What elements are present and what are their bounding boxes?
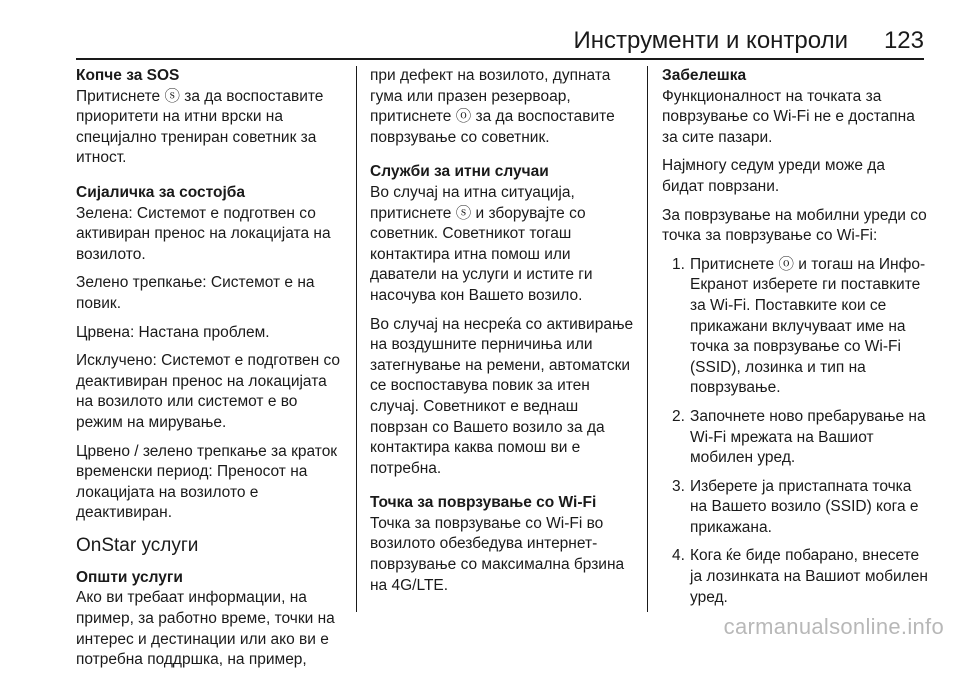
status-redgreen-paragraph: Црвено / зелено трепкање за краток временски период: Преносот на локацијата на возилото е деактивиран.: [76, 442, 338, 522]
general-services-paragraph: Ако ви требаат информации, на пример, за работно време, точки на интерес и дестинации или ако ви е потребна поддршка, на пример,: [76, 589, 335, 669]
list-item: [662, 477, 928, 539]
column-3: [662, 66, 928, 616]
note-paragraph: Функционалност на точката за поврзување со Wi-Fi не е достапна за сите пазари.: [662, 87, 915, 146]
list-item: [662, 255, 928, 399]
sos-paragraph: Притиснете ⓢ за да воспоставите приоритети на итни врски на специјално трениран советник за итност.: [76, 87, 324, 167]
step-number: 1.: [672, 255, 685, 273]
emergency-services-heading: Служби за итни случаи: [370, 163, 549, 181]
status-light-heading: Сијаличка за состојба: [76, 183, 245, 201]
airbag-paragraph: Во случај на несреќа со активирање на воздушните перничиња или затегнување на ремени, автоматски се воспоставува повик за итен случај. Советникот е веднаш поврзан со Вашето возило за да контактира каква помош ви е потребна.: [370, 315, 634, 477]
max-devices-paragraph: Најмногу седум уреди може да бидат поврзани.: [662, 157, 885, 195]
onstar-services-heading: OnStar услуги: [76, 534, 199, 556]
wifi-hotspot-paragraph: Точка за поврзување со Wi-Fi во возилото обезбедува интернет-поврзување со максимална брзина на 4G/LTE.: [370, 514, 625, 594]
step-text: Кога ќе биде побарано, внесете ја лозинката на Вашиот мобилен уред.: [690, 547, 928, 606]
connect-steps-list: [662, 255, 928, 609]
column-2: [370, 66, 638, 604]
column-1: [76, 66, 348, 679]
list-item: [662, 407, 928, 469]
page-number: 123: [883, 27, 924, 54]
status-green-paragraph: Зелена: Системот е подготвен со активиран пренос на локацијата на возилото.: [76, 204, 331, 263]
step-number: 2.: [672, 407, 685, 425]
step-text: Започнете ново пребарување на Wi-Fi мрежата на Вашиот мобилен уред.: [690, 407, 926, 467]
step-number: 4.: [672, 547, 685, 565]
emergency-paragraph: Во случај на итна ситуација, притиснете ⓢ и зборувајте со советник. Советникот тогаш контактира итна помош или даватели на услуги и истите ги насочува кон Вашето возило.: [370, 183, 593, 304]
breakdown-paragraph: при дефект на возилото, дупната гума или празен резервоар, притиснете ⓞ за да воспоставите поврзување со советник.: [370, 67, 615, 146]
general-services-heading: Општи услуги: [76, 568, 183, 586]
watermark: carmanualsonline.info: [723, 614, 944, 639]
sos-heading: Копче за SOS: [76, 67, 180, 84]
wifi-hotspot-heading: Точка за поврзување со Wi-Fi: [370, 494, 597, 512]
column-divider-1: [356, 66, 357, 612]
connect-intro-paragraph: За поврзување на мобилни уреди со точка за поврзување со Wi-Fi:: [662, 206, 927, 245]
page-header: [0, 0, 960, 58]
step-text: Изберете ја пристапната точка на Вашето возило (SSID) кога е прикажана.: [690, 477, 919, 536]
step-number: 3.: [672, 477, 685, 495]
status-off-paragraph: Исклучено: Системот е подготвен со деактивиран пренос на локацијата на возилото или системот е во режим на мирување.: [76, 352, 341, 431]
status-blink-paragraph: Зелено трепкање: Системот е на повик.: [76, 274, 315, 312]
note-heading: Забелешка: [662, 67, 747, 84]
column-divider-2: [647, 66, 648, 612]
header-divider: [76, 58, 924, 60]
list-item: [662, 546, 928, 608]
step-text: Притиснете ⓞ и тогаш на Инфо-Екранот изберете ги поставките за Wi-Fi. Поставките кои се прикажани вклучуваат име на точка за поврзување со Wi-Fi (SSID), лозинка и тип на поврзување.: [690, 255, 926, 397]
status-red-paragraph: Црвена: Настана проблем.: [76, 323, 270, 341]
page-title: Инструменти и контроли: [573, 27, 848, 54]
